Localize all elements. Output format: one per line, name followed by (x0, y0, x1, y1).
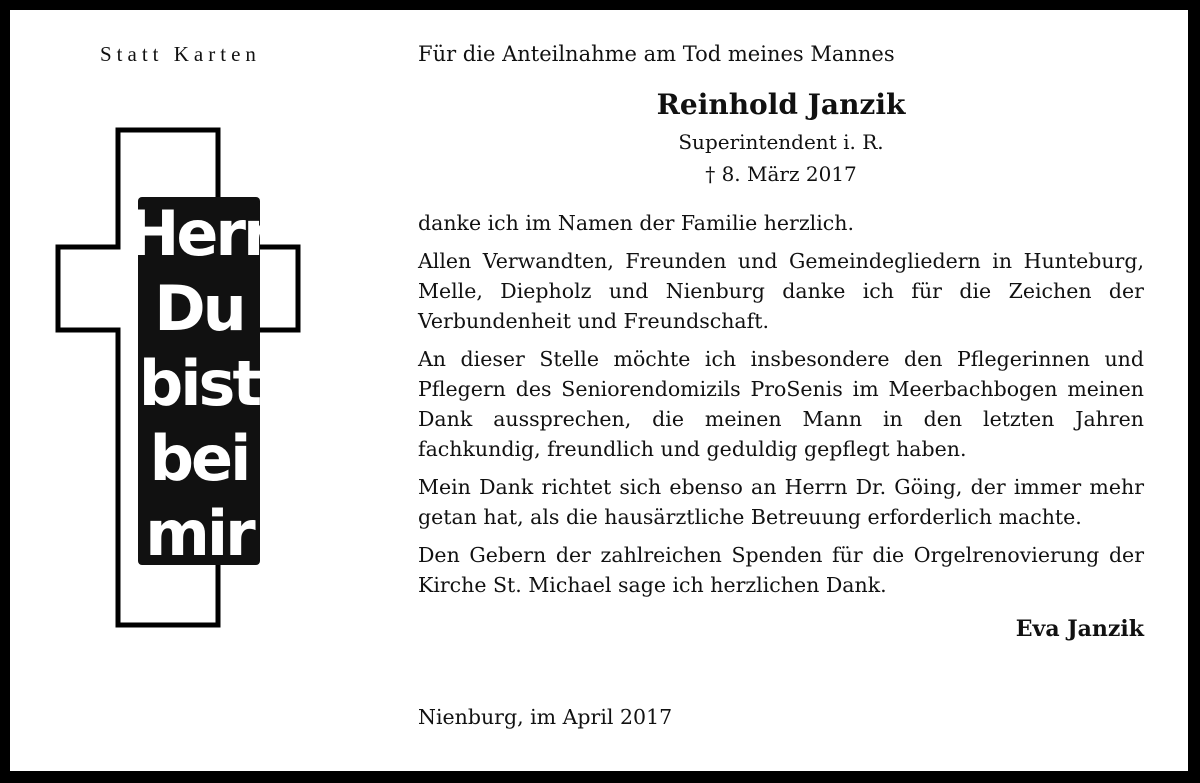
intro-line: Für die Anteilnahme am Tod meines Mannes (418, 42, 895, 66)
statt-karten-heading: Statt Karten (100, 42, 261, 66)
cross-word: Herr (127, 197, 271, 270)
left-column (10, 10, 400, 771)
thanks-paragraphs (418, 208, 1144, 600)
cross-word: mir (145, 497, 253, 570)
notice-text (418, 40, 1144, 642)
signature: Eva Janzik (1015, 616, 1144, 642)
cross-icon (50, 125, 350, 635)
death-date: † 8. März 2017 (705, 162, 857, 186)
obituary-card (10, 10, 1188, 771)
paragraph: An dieser Stelle möchte ich insbesondere den Pflegerinnen und Pflegern des Seniorendomizils ProSenis im Meerbachbogen meinen Dank aussprechen, die meinen Mann in den letzten Jahren fachkundig, freundlich und geduldig gepflegt haben. (418, 347, 1144, 461)
paragraph: Mein Dank richtet sich ebenso an Herrn Dr. Göing, der immer mehr getan hat, als die hausärztliche Betreuung erforderlich machte. (418, 475, 1144, 529)
cross-word: Du (154, 272, 244, 345)
cross-word: bist (138, 347, 260, 420)
cross-word: bei (149, 422, 249, 495)
paragraph: Allen Verwandten, Freunden und Gemeindegliedern in Hunteburg, Melle, Diepholz und Nienburg danke ich für die Zeichen der Verbundenheit und Freundschaft. (418, 249, 1144, 333)
place-date: Nienburg, im April 2017 (418, 705, 673, 729)
paragraph: Den Gebern der zahlreichen Spenden für die Orgelrenovierung der Kirche St. Michael sage ich herzlichen Dank. (418, 543, 1144, 597)
deceased-title: Superintendent i. R. (678, 130, 884, 154)
paragraph: danke ich im Namen der Familie herzlich. (418, 211, 854, 235)
deceased-name: Reinhold Janzik (656, 88, 906, 121)
